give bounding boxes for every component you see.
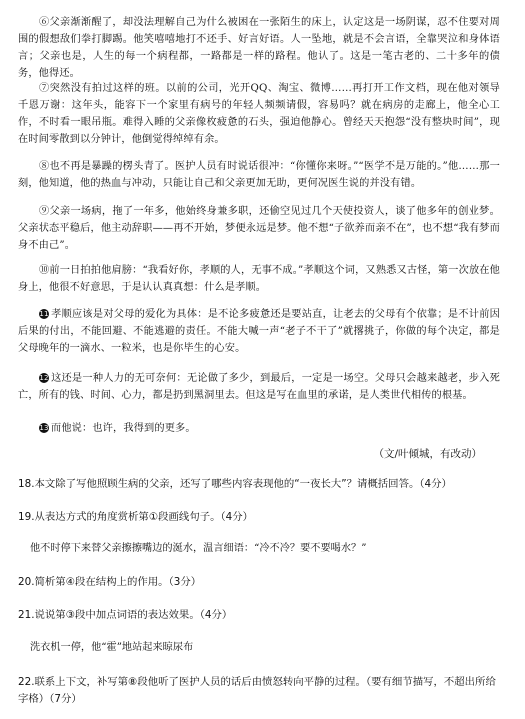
question-number: 18. [18,478,35,490]
paragraph-7: ⑦突然没有拍过这样的班。以前的公司，光开QQ、淘宝、微博……再打开工作文档，现在他对领导千恩万谢：这年头，能容下一个家里有病号的年轻人频频请假，容易吗？就在病房的走廊上，他全心工作，不时看一眼吊瓶。难得入睡的父亲像枚疲惫的石头，强迫他静心。曾经天天抱怨“没有整块时间”，现在时间零散到以分钟计，他倒觉得绰绰有余。 [18,83,500,145]
question-number: 20. [18,576,35,588]
paragraph-number-11: 11 [39,310,49,318]
question-18 [18,476,502,493]
question-22 [18,674,502,708]
question-number: 19. [18,511,35,523]
paragraph-13 [18,420,500,437]
paragraph-number-13: 13 [39,424,49,432]
question-20 [18,574,502,591]
question-text: 联系上下文，补写第⑧段他听了医护人员的话后由愤怒转向平静的过程。（要有细节描写，不超出所给字格）（7分） [18,676,496,705]
question-19-quote: 他不时停下来替父亲擦擦嘴边的涎水，温言细语：“冷不冷？要不要喝水？” [30,543,367,554]
source-credit: （文/叶倾城，有改动） [373,448,482,460]
paragraph-9: ⑨父亲一场病，拖了一年多，他始终身兼多职，还偷空见过几个天使投资人，谈了他多年的创业梦。父亲状态平稳后，他主动辞职——再不开始，梦便永远是梦。他不想“子欲养而亲不在”，也不想“我有梦而身不由己”。 [18,206,500,251]
question-text: 从表达方式的角度赏析第①段画线句子。（4分） [34,511,254,523]
paragraph-6: ⑥父亲渐渐醒了，却没法理解自己为什么被困在一张陌生的床上，认定这是一场阴谋，忍不住要对周围的假想敌们拳打脚踢。他笑嘻嘻地打不还手、好言好语。人一坠地，就是不会言语，全靠哭泣和身体语言；父亲也是，人生的每一个病程都，一路都是一样的路程。他认了。这是一笔古老的、二十多年的债务，他得还。 [18,17,500,79]
question-number: 21. [18,609,35,621]
paragraph-11-text: 孝顺应该是对父母的爱化为具体：是不论多疲惫还是要站直，让老去的父母有个依靠；是不计前因后果的付出，不能回避、不能逃避的责任。不能大喊一声“老子不干了”就撂挑子，你做的每个决定，都是父母晚年的一滴水、一粒米，也是你毕生的心安。 [18,309,500,354]
paragraph-12-text: 这还是一种人力的无可奈何：无论做了多少，到最后，一定是一场空。父母只会越来越老，步入死亡，所有的钱、时间、心力，都是扔到黑洞里去。但这是写在血里的承诺，是人类世代相传的根基。 [18,373,500,401]
paragraph-12 [18,370,500,404]
paragraph-number-12: 12 [39,374,49,382]
question-text: 本文除了写他照顾生病的父亲，还写了哪些内容表现他的“一夜长大”？请概括回答。（4分） [34,478,452,490]
question-21 [18,607,502,624]
question-text: 简析第④段在结构上的作用。（3分） [34,576,202,588]
question-text: 说说第③段中加点词语的表达效果。（4分） [34,609,233,621]
paragraph-11 [18,306,500,357]
question-number: 22. [18,676,35,688]
paragraph-8: ⑧也不再是暴躁的楞头青了。医护人员有时说话很冲：“你懂你来呀。”“医学不是万能的。”他……那一刻，他知道，他的热血与冲动，只能让自己和父亲更加无助，更何况医生说的并没有错。 [18,161,500,189]
question-21-quote: 洗衣机一停，他“霍”地站起来晾尿布 [30,642,194,653]
paragraph-10: ⑩前一日拍拍他肩膀：“我看好你，孝顺的人，无事不成。”孝顺这个词，又熟悉又古怪，第一次放在他身上，他很不好意思，于是认认真真想：什么是孝顺。 [18,265,500,293]
paragraph-13-text: 而他说：也许，我得到的更多。 [51,423,196,434]
question-19 [18,509,502,526]
